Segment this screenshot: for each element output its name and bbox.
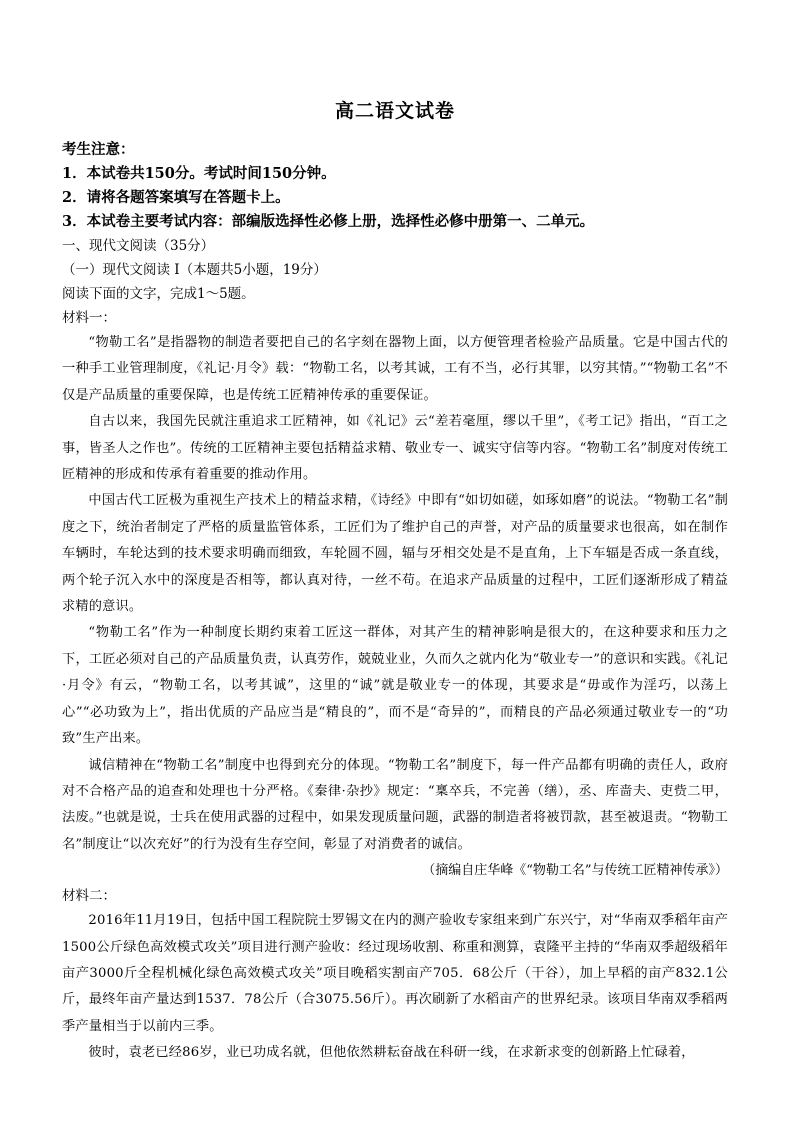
notice-item: 3．本试卷主要考试内容：部编版选择性必修上册，选择性必修中册第一、二单元。	[62, 213, 595, 230]
material-paragraph: 2016年11月19日，包括中国工程院院士罗锡文在内的测产验收专家组来到广东兴宁，对“华南双季稻年亩产1500公斤绿色高效模式攻关”项目进行测产验收：经过现场收割、称重和测算，袁隆平主持的“华南双季超级稻年亩产3000斤全程机械化绿色高效模式攻关”项目晚稻实割亩产705．68公斤（干谷），加上早稻的亩产832.1公斤，最终年亩产量达到1537．78公斤（合3075.56斤）。再次刷新了水稻亩产的世界纪录。该项目华南双季稻两季产量相当于以前内三季。	[62, 913, 728, 1034]
material-label: 材料一：	[62, 310, 116, 326]
material-source: （摘编自庄华峰《“物勒工名”与传统工匠精神传承》）	[422, 863, 728, 879]
section-heading: 一、现代文阅读（35分）	[62, 238, 215, 254]
page-title: 高二语文试卷	[334, 100, 455, 122]
reading-instruction: 阅读下面的文字，完成1～5题。	[62, 286, 255, 302]
notice-heading: 考生注意：	[62, 141, 135, 158]
notice-item: 1．本试卷共150分。考试时间150分钟。	[62, 165, 336, 182]
material-paragraph: 中国古代工匠极为重视生产技术上的精益求精，《诗经》中即有“如切如磋，如琢如磨”的说法。“物勒工名”制度之下，统治者制定了严格的质量监管体系，工匠们为了维护自己的声誉，对产品的质量要求也很高，如在制作车辆时，车轮达到的技术要求明确而细致，车轮圆不圆，辐与牙相交处是不是直角，上下车辐是否成一条直线，两个轮子沉入水中的深度是否相等，都认真对待，一丝不苟。在追求产品质量的过程中，工匠们逐渐形成了精益求精的意识。	[62, 493, 728, 615]
material-label: 材料二：	[62, 888, 116, 905]
subsection-heading: （一）现代文阅读 I（本题共5小题，19分）	[62, 262, 327, 278]
material-paragraph: 自古以来，我国先民就注重追求工匠精神，如《礼记》云“差若毫厘，缪以千里”，《考工记》指出，“百工之事，皆圣人之作也”。传统的工匠精神主要包括精益求精、敬业专一、诚实守信等内容。“物勒工名”制度对传统工匠精神的形成和传承有着重要的推动作用。	[62, 414, 728, 483]
material-paragraph: 彼时，袁老已经86岁，业已功成名就，但他依然耕耘奋战在科研一线，在求新求变的创新路上忙碌着，	[88, 1045, 695, 1061]
material-paragraph: “物勒工名”是指器物的制造者要把自己的名字刻在器物上面，以方便管理者检验产品质量。它是中国古代的一种手工业管理制度，《礼记·月令》载：“物勒工名，以考其诚，工有不当，必行其罪，以穷其情。”“物勒工名”不仅是产品质量的重要保障，也是传统工匠精神传承的重要保证。	[62, 335, 728, 403]
material-paragraph: 诚信精神在“物勒工名”制度中也得到充分的体现。“物勒工名”制度下，每一件产品都有明确的责任人，政府对不合格产品的追查和处理也十分严格。《秦律·杂抄》规定：“稟卒兵，不完善（缮），丞、库啬夫、吏赀二甲，法废。”也就是说，士兵在使用武器的过程中，如果发现质量问题，武器的制造者将被罚款，甚至被退责。“物勒工名”制度让“以次充好”的行为没有生存空间，彰显了对消费者的诚信。	[62, 757, 728, 852]
material-paragraph: “物勒工名”作为一种制度长期约束着工匠这一群体，对其产生的精神影响是很大的，在这种要求和压力之下，工匠必须对自己的产品质量负责，认真劳作，兢兢业业，久而久之就内化为“敬业专一”的意识和实践。《礼记·月令》有云，“物勒工名，以考其诚”，这里的“诚”就是敬业专一的体现，其要求是“毋或作为淫巧，以荡上心”“必功致为上”，指出优质的产品应当是“精良的”，而不是“奇异的”，而精良的产品必须通过敬业专一的“功致”生产出来。	[62, 625, 728, 747]
notice-item: 2．请将各题答案填写在答题卡上。	[62, 189, 290, 206]
